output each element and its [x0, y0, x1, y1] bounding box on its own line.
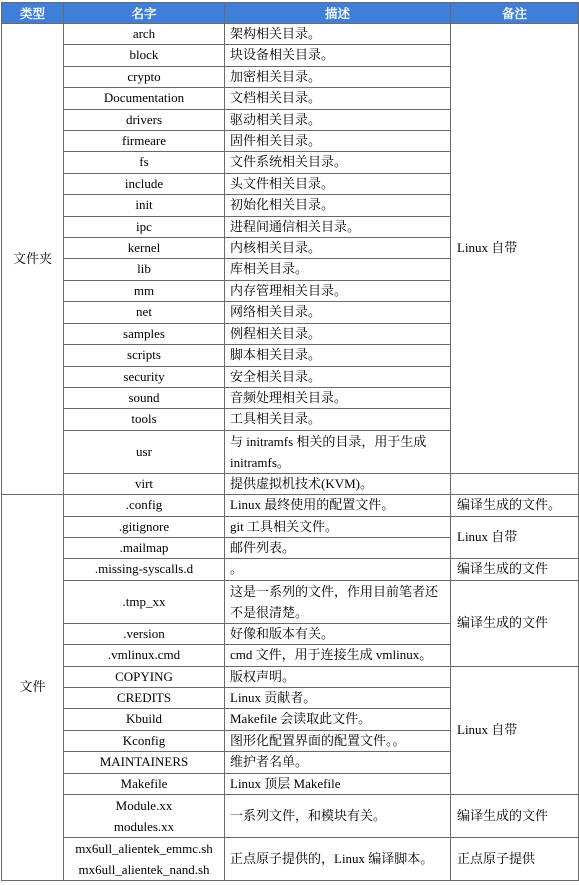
name-cell: block: [64, 45, 225, 66]
name-cell: virt: [64, 473, 225, 494]
name-cell: net: [64, 302, 225, 323]
description-cell: 正点原子提供的，Linux 编译脚本。: [225, 838, 451, 881]
description-cell: Linux 贡献者。: [225, 687, 451, 708]
name-cell: usr: [64, 430, 225, 473]
description-cell: 这是一系列的文件，作用目前笔者还不是很清楚。: [225, 580, 451, 623]
name-cell: [64, 795, 225, 838]
name-line: Module.xx: [115, 798, 173, 813]
description-cell: 例程相关目录。: [225, 323, 451, 344]
description-cell: 架构相关目录。: [225, 24, 451, 45]
description-cell: 提供虚拟机技术(KVM)。: [225, 473, 451, 494]
name-cell: .gitignore: [64, 516, 225, 537]
name-cell: Kconfig: [64, 730, 225, 751]
header-type: 类型: [2, 3, 64, 24]
name-cell: ipc: [64, 216, 225, 237]
description-cell: 与 initramfs 相关的目录，用于生成 initramfs。: [225, 430, 451, 473]
table-body: [2, 24, 579, 881]
type-cell-file: 文件: [2, 495, 64, 881]
table-row: [2, 795, 579, 838]
description-cell: 维护者名单。: [225, 752, 451, 773]
description-cell: 固件相关目录。: [225, 131, 451, 152]
name-cell: .version: [64, 623, 225, 644]
note-cell: 编译生成的文件: [451, 580, 579, 666]
name-cell: .vmlinux.cmd: [64, 645, 225, 666]
name-cell: security: [64, 366, 225, 387]
description-cell: 文件系统相关目录。: [225, 152, 451, 173]
description-cell: cmd 文件，用于连接生成 vmlinux。: [225, 645, 451, 666]
name-cell: fs: [64, 152, 225, 173]
note-cell: 编译生成的文件。: [451, 495, 579, 516]
table-row: [2, 559, 579, 580]
description-cell: 进程间通信相关目录。: [225, 216, 451, 237]
table-row: [2, 838, 579, 881]
table-row: [2, 473, 579, 494]
header-name: 名字: [64, 3, 225, 24]
description-cell: Linux 顶层 Makefile: [225, 773, 451, 794]
name-cell: mm: [64, 280, 225, 301]
description-cell: 头文件相关目录。: [225, 173, 451, 194]
name-line: mx6ull_alientek_emmc.sh: [75, 841, 213, 856]
description-cell: 工具相关目录。: [225, 409, 451, 430]
type-cell-folder: 文件夹: [2, 24, 64, 495]
description-cell: 邮件列表。: [225, 537, 451, 558]
description-cell: Makefile 会读取此文件。: [225, 709, 451, 730]
name-cell: scripts: [64, 345, 225, 366]
name-cell: .config: [64, 495, 225, 516]
description-cell: 安全相关目录。: [225, 366, 451, 387]
name-cell: COPYING: [64, 666, 225, 687]
name-cell: Makefile: [64, 773, 225, 794]
name-cell: .missing-syscalls.d: [64, 559, 225, 580]
note-cell: Linux 自带: [451, 516, 579, 559]
table-row: [2, 516, 579, 537]
table-row: [2, 495, 579, 516]
note-cell: 正点原子提供: [451, 838, 579, 881]
name-cell: firmeare: [64, 131, 225, 152]
name-cell: drivers: [64, 109, 225, 130]
name-line: mx6ull_alientek_nand.sh: [78, 862, 210, 877]
description-cell: git 工具相关文件。: [225, 516, 451, 537]
description-cell: Linux 最终使用的配置文件。: [225, 495, 451, 516]
name-cell: Kbuild: [64, 709, 225, 730]
table-row: [2, 666, 579, 687]
description-cell: 图形化配置界面的配置文件。。: [225, 730, 451, 751]
description-cell: 网络相关目录。: [225, 302, 451, 323]
name-cell: CREDITS: [64, 687, 225, 708]
table-wrapper: [1, 2, 578, 881]
name-cell: init: [64, 195, 225, 216]
description-cell: 初始化相关目录。: [225, 195, 451, 216]
description-cell: 块设备相关目录。: [225, 45, 451, 66]
name-cell: .mailmap: [64, 537, 225, 558]
description-cell: 。: [225, 559, 451, 580]
table-row: [2, 24, 579, 45]
name-cell: include: [64, 173, 225, 194]
table-header-row: [2, 3, 579, 24]
description-cell: 好像和版本有关。: [225, 623, 451, 644]
name-cell: Documentation: [64, 88, 225, 109]
note-cell: 编译生成的文件: [451, 559, 579, 580]
note-cell: Linux 自带: [451, 24, 579, 474]
table-row: [2, 580, 579, 623]
description-cell: 内核相关目录。: [225, 238, 451, 259]
description-cell: 库相关目录。: [225, 259, 451, 280]
description-cell: 驱动相关目录。: [225, 109, 451, 130]
linux-source-tree-table: [1, 2, 579, 881]
name-cell: samples: [64, 323, 225, 344]
name-cell: sound: [64, 387, 225, 408]
description-cell: 加密相关目录。: [225, 66, 451, 87]
header-note: 备注: [451, 3, 579, 24]
name-cell: tools: [64, 409, 225, 430]
name-cell: kernel: [64, 238, 225, 259]
description-cell: 脚本相关目录。: [225, 345, 451, 366]
header-description: 描述: [225, 3, 451, 24]
name-cell: arch: [64, 24, 225, 45]
name-cell: [64, 838, 225, 881]
name-cell: .tmp_xx: [64, 580, 225, 623]
note-cell-empty: [451, 473, 579, 494]
description-cell: 版权声明。: [225, 666, 451, 687]
name-cell: lib: [64, 259, 225, 280]
description-cell: 音频处理相关目录。: [225, 387, 451, 408]
note-cell: Linux 自带: [451, 666, 579, 794]
description-cell: 一系列文件，和模块有关。: [225, 795, 451, 838]
note-cell: 编译生成的文件: [451, 795, 579, 838]
name-cell: MAINTAINERS: [64, 752, 225, 773]
description-cell: 文档相关目录。: [225, 88, 451, 109]
name-line: modules.xx: [113, 819, 175, 834]
name-cell: crypto: [64, 66, 225, 87]
description-cell: 内存管理相关目录。: [225, 280, 451, 301]
